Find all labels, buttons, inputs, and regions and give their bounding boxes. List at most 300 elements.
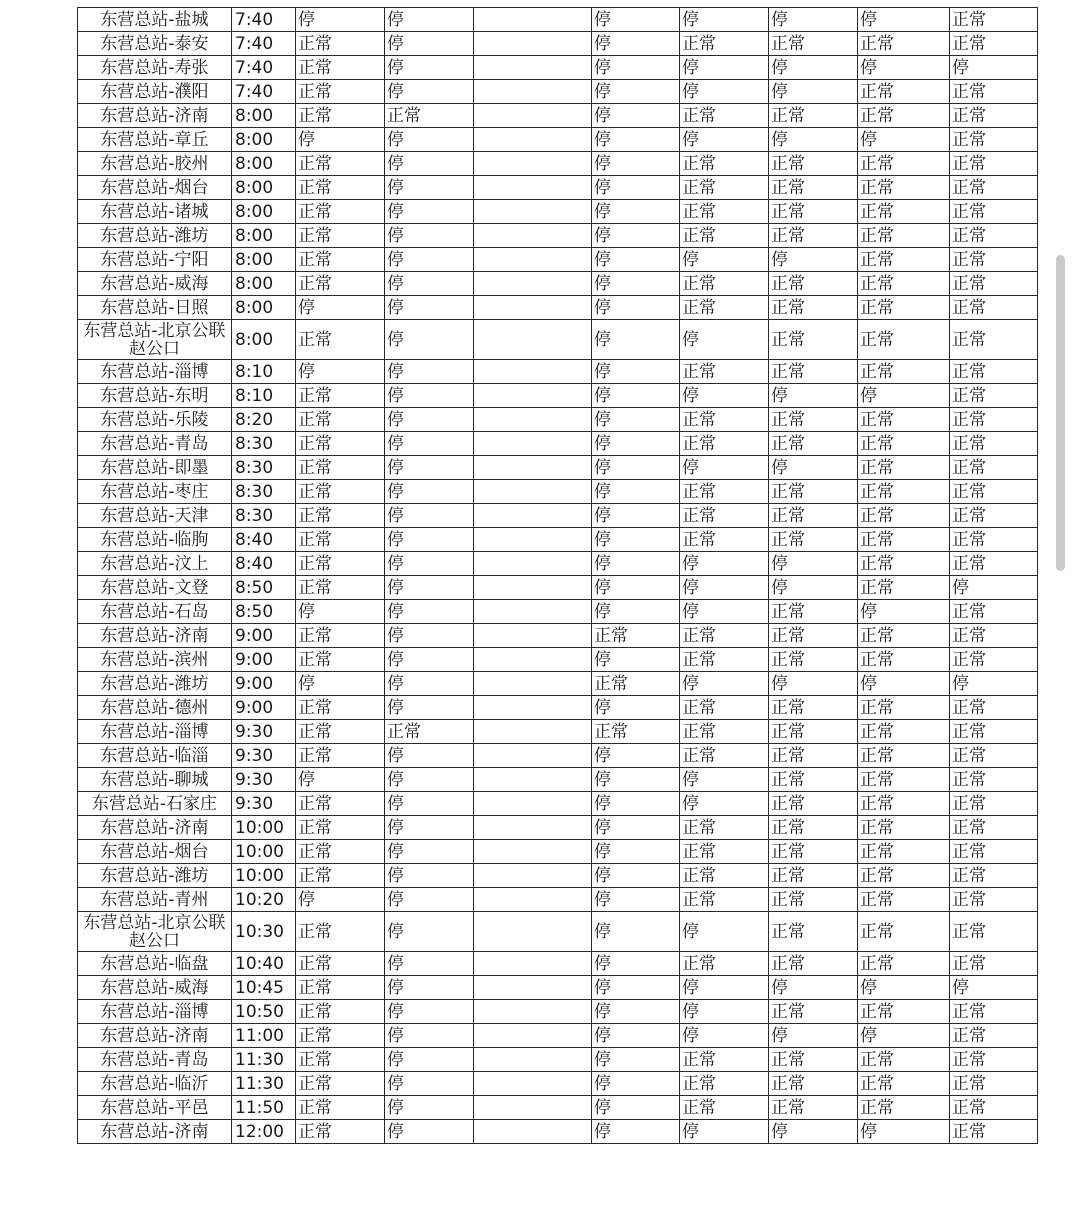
- departure-time-cell: 8:00: [232, 200, 296, 224]
- status-cell-1: 正常: [296, 80, 385, 104]
- status-cell-1: 正常: [296, 1120, 385, 1144]
- status-cell-3: 停: [592, 1024, 680, 1048]
- status-cell-7: 正常: [950, 816, 1038, 840]
- table-row: [78, 128, 1038, 152]
- status-cell-7: 正常: [950, 8, 1038, 32]
- status-cell-6: 正常: [858, 80, 950, 104]
- status-cell-5: 停: [769, 80, 858, 104]
- departure-time-cell: 10:30: [232, 912, 296, 952]
- status-cell-2: 停: [385, 128, 474, 152]
- status-cell-4: 停: [680, 80, 769, 104]
- status-cell-6: 停: [858, 56, 950, 80]
- status-cell-5: 正常: [769, 320, 858, 360]
- status-cell-3: 停: [592, 1096, 680, 1120]
- departure-time-cell: 11:50: [232, 1096, 296, 1120]
- status-cell-5: 正常: [769, 1048, 858, 1072]
- status-cell-7: 正常: [950, 296, 1038, 320]
- status-cell-6: 正常: [858, 576, 950, 600]
- status-cell-2: 停: [385, 1000, 474, 1024]
- route-cell: 东营总站-乐陵: [78, 408, 232, 432]
- status-cell-2: 停: [385, 840, 474, 864]
- status-cell-7: 正常: [950, 432, 1038, 456]
- status-cell-6: 正常: [858, 456, 950, 480]
- scrollbar-thumb[interactable]: [1056, 255, 1065, 571]
- status-cell-3: 停: [592, 272, 680, 296]
- status-cell-2: 停: [385, 600, 474, 624]
- status-cell-1: 正常: [296, 32, 385, 56]
- status-cell-5: 正常: [769, 816, 858, 840]
- status-cell-2: 停: [385, 152, 474, 176]
- status-cell-5: 停: [769, 1024, 858, 1048]
- status-cell-2: 停: [385, 864, 474, 888]
- route-cell: 东营总站-烟台: [78, 176, 232, 200]
- status-cell-2: 停: [385, 576, 474, 600]
- status-cell-2: 停: [385, 624, 474, 648]
- status-cell-6: 正常: [858, 432, 950, 456]
- status-cell-3: 停: [592, 576, 680, 600]
- table-row: [78, 104, 1038, 128]
- status-cell-6: 正常: [858, 1000, 950, 1024]
- departure-time-cell: 11:00: [232, 1024, 296, 1048]
- status-cell-5: 正常: [769, 744, 858, 768]
- status-cell-1: 正常: [296, 720, 385, 744]
- blank-cell: [474, 384, 592, 408]
- blank-cell: [474, 952, 592, 976]
- blank-cell: [474, 224, 592, 248]
- route-cell: 东营总站-章丘: [78, 128, 232, 152]
- route-cell: 东营总站-宁阳: [78, 248, 232, 272]
- status-cell-6: 停: [858, 672, 950, 696]
- status-cell-1: 正常: [296, 648, 385, 672]
- status-cell-5: 正常: [769, 224, 858, 248]
- status-cell-4: 正常: [680, 1096, 769, 1120]
- status-cell-2: 停: [385, 384, 474, 408]
- status-cell-5: 正常: [769, 952, 858, 976]
- status-cell-5: 正常: [769, 768, 858, 792]
- status-cell-5: 正常: [769, 864, 858, 888]
- status-cell-3: 停: [592, 816, 680, 840]
- status-cell-7: 正常: [950, 360, 1038, 384]
- departure-time-cell: 8:00: [232, 272, 296, 296]
- status-cell-7: 正常: [950, 1024, 1038, 1048]
- status-cell-2: 停: [385, 56, 474, 80]
- status-cell-5: 停: [769, 456, 858, 480]
- route-cell: 东营总站-淄博: [78, 720, 232, 744]
- status-cell-2: 停: [385, 320, 474, 360]
- status-cell-2: 正常: [385, 720, 474, 744]
- status-cell-1: 正常: [296, 952, 385, 976]
- status-cell-7: 正常: [950, 888, 1038, 912]
- table-row: [78, 408, 1038, 432]
- blank-cell: [474, 888, 592, 912]
- status-cell-3: 停: [592, 480, 680, 504]
- status-cell-2: 停: [385, 296, 474, 320]
- route-cell: 东营总站-济南: [78, 1024, 232, 1048]
- departure-time-cell: 8:00: [232, 104, 296, 128]
- blank-cell: [474, 624, 592, 648]
- status-cell-4: 停: [680, 128, 769, 152]
- route-cell: 东营总站-天津: [78, 504, 232, 528]
- status-cell-3: 停: [592, 888, 680, 912]
- status-cell-3: 正常: [592, 672, 680, 696]
- status-cell-6: 正常: [858, 816, 950, 840]
- blank-cell: [474, 456, 592, 480]
- blank-cell: [474, 792, 592, 816]
- departure-time-cell: 8:10: [232, 360, 296, 384]
- table-row: [78, 552, 1038, 576]
- route-cell: 东营总站-汶上: [78, 552, 232, 576]
- status-cell-6: 正常: [858, 104, 950, 128]
- blank-cell: [474, 720, 592, 744]
- status-cell-2: 停: [385, 1024, 474, 1048]
- status-cell-7: 正常: [950, 744, 1038, 768]
- status-cell-4: 停: [680, 976, 769, 1000]
- status-cell-2: 停: [385, 744, 474, 768]
- status-cell-3: 正常: [592, 720, 680, 744]
- departure-time-cell: 10:00: [232, 864, 296, 888]
- status-cell-7: 正常: [950, 104, 1038, 128]
- route-cell: 东营总站-平邑: [78, 1096, 232, 1120]
- status-cell-2: 停: [385, 1048, 474, 1072]
- status-cell-3: 停: [592, 360, 680, 384]
- blank-cell: [474, 912, 592, 952]
- status-cell-2: 停: [385, 360, 474, 384]
- blank-cell: [474, 504, 592, 528]
- departure-time-cell: 8:00: [232, 128, 296, 152]
- status-cell-7: 正常: [950, 128, 1038, 152]
- status-cell-2: 正常: [385, 104, 474, 128]
- status-cell-1: 正常: [296, 408, 385, 432]
- blank-cell: [474, 1120, 592, 1144]
- status-cell-5: 正常: [769, 720, 858, 744]
- departure-time-cell: 8:30: [232, 480, 296, 504]
- status-cell-6: 正常: [858, 648, 950, 672]
- table-row: [78, 976, 1038, 1000]
- status-cell-3: 停: [592, 248, 680, 272]
- status-cell-5: 停: [769, 8, 858, 32]
- status-cell-6: 正常: [858, 696, 950, 720]
- status-cell-7: 正常: [950, 32, 1038, 56]
- status-cell-7: 正常: [950, 320, 1038, 360]
- status-cell-1: 正常: [296, 1072, 385, 1096]
- status-cell-6: 停: [858, 384, 950, 408]
- departure-time-cell: 10:45: [232, 976, 296, 1000]
- status-cell-3: 停: [592, 456, 680, 480]
- departure-time-cell: 9:30: [232, 720, 296, 744]
- status-cell-7: 正常: [950, 768, 1038, 792]
- status-cell-7: 正常: [950, 864, 1038, 888]
- status-cell-3: 停: [592, 912, 680, 952]
- route-cell: 东营总站-盐城: [78, 8, 232, 32]
- blank-cell: [474, 696, 592, 720]
- departure-time-cell: 10:40: [232, 952, 296, 976]
- status-cell-2: 停: [385, 408, 474, 432]
- table-row: [78, 648, 1038, 672]
- table-row: [78, 504, 1038, 528]
- status-cell-1: 正常: [296, 816, 385, 840]
- status-cell-4: 停: [680, 456, 769, 480]
- status-cell-4: 正常: [680, 648, 769, 672]
- table-row: [78, 1000, 1038, 1024]
- blank-cell: [474, 648, 592, 672]
- blank-cell: [474, 1048, 592, 1072]
- departure-time-cell: 11:30: [232, 1072, 296, 1096]
- blank-cell: [474, 480, 592, 504]
- status-cell-1: 正常: [296, 248, 385, 272]
- status-cell-4: 正常: [680, 1048, 769, 1072]
- status-cell-4: 正常: [680, 104, 769, 128]
- status-cell-3: 停: [592, 200, 680, 224]
- status-cell-4: 正常: [680, 432, 769, 456]
- departure-time-cell: 7:40: [232, 8, 296, 32]
- status-cell-6: 正常: [858, 840, 950, 864]
- status-cell-3: 停: [592, 56, 680, 80]
- status-cell-5: 正常: [769, 200, 858, 224]
- status-cell-7: 停: [950, 672, 1038, 696]
- blank-cell: [474, 296, 592, 320]
- status-cell-1: 正常: [296, 200, 385, 224]
- route-cell: 东营总站-淄博: [78, 360, 232, 384]
- blank-cell: [474, 56, 592, 80]
- status-cell-1: 正常: [296, 480, 385, 504]
- status-cell-4: 停: [680, 912, 769, 952]
- blank-cell: [474, 176, 592, 200]
- status-cell-2: 停: [385, 1120, 474, 1144]
- departure-time-cell: 8:30: [232, 456, 296, 480]
- status-cell-3: 停: [592, 952, 680, 976]
- status-cell-2: 停: [385, 224, 474, 248]
- route-cell: 东营总站-临朐: [78, 528, 232, 552]
- table-row: [78, 816, 1038, 840]
- status-cell-4: 正常: [680, 624, 769, 648]
- status-cell-2: 停: [385, 552, 474, 576]
- status-cell-5: 正常: [769, 504, 858, 528]
- table-row: [78, 912, 1038, 952]
- route-cell: 东营总站-文登: [78, 576, 232, 600]
- status-cell-2: 停: [385, 912, 474, 952]
- status-cell-1: 正常: [296, 152, 385, 176]
- status-cell-1: 正常: [296, 384, 385, 408]
- status-cell-3: 停: [592, 864, 680, 888]
- status-cell-4: 正常: [680, 720, 769, 744]
- status-cell-7: 正常: [950, 600, 1038, 624]
- status-cell-2: 停: [385, 272, 474, 296]
- status-cell-7: 正常: [950, 1120, 1038, 1144]
- route-cell: 东营总站-北京公联赵公口: [78, 320, 232, 360]
- status-cell-3: 停: [592, 648, 680, 672]
- blank-cell: [474, 1096, 592, 1120]
- route-cell: 东营总站-德州: [78, 696, 232, 720]
- status-cell-6: 正常: [858, 176, 950, 200]
- status-cell-1: 正常: [296, 1096, 385, 1120]
- departure-time-cell: 9:30: [232, 792, 296, 816]
- status-cell-1: 停: [296, 128, 385, 152]
- status-cell-1: 停: [296, 360, 385, 384]
- status-cell-4: 停: [680, 1120, 769, 1144]
- status-cell-4: 正常: [680, 1072, 769, 1096]
- status-cell-3: 停: [592, 1048, 680, 1072]
- departure-time-cell: 9:30: [232, 744, 296, 768]
- status-cell-2: 停: [385, 888, 474, 912]
- status-cell-2: 停: [385, 32, 474, 56]
- route-cell: 东营总站-潍坊: [78, 224, 232, 248]
- table-row: [78, 1048, 1038, 1072]
- status-cell-7: 正常: [950, 552, 1038, 576]
- blank-cell: [474, 576, 592, 600]
- status-cell-2: 停: [385, 1096, 474, 1120]
- status-cell-3: 停: [592, 176, 680, 200]
- blank-cell: [474, 104, 592, 128]
- status-cell-3: 停: [592, 504, 680, 528]
- status-cell-5: 停: [769, 128, 858, 152]
- status-cell-5: 正常: [769, 1000, 858, 1024]
- blank-cell: [474, 272, 592, 296]
- status-cell-5: 停: [769, 384, 858, 408]
- route-cell: 东营总站-威海: [78, 272, 232, 296]
- status-cell-3: 停: [592, 224, 680, 248]
- status-cell-6: 正常: [858, 1096, 950, 1120]
- status-cell-5: 停: [769, 552, 858, 576]
- status-cell-2: 停: [385, 816, 474, 840]
- route-cell: 东营总站-淄博: [78, 1000, 232, 1024]
- status-cell-4: 正常: [680, 200, 769, 224]
- status-cell-1: 停: [296, 768, 385, 792]
- status-cell-2: 停: [385, 480, 474, 504]
- status-cell-6: 停: [858, 8, 950, 32]
- status-cell-5: 正常: [769, 624, 858, 648]
- status-cell-6: 停: [858, 1120, 950, 1144]
- status-cell-4: 停: [680, 672, 769, 696]
- status-cell-5: 正常: [769, 1072, 858, 1096]
- departure-time-cell: 12:00: [232, 1120, 296, 1144]
- status-cell-6: 停: [858, 1024, 950, 1048]
- status-cell-7: 正常: [950, 80, 1038, 104]
- status-cell-7: 正常: [950, 248, 1038, 272]
- table-row: [78, 32, 1038, 56]
- table-row: [78, 456, 1038, 480]
- table-row: [78, 600, 1038, 624]
- status-cell-3: 停: [592, 1000, 680, 1024]
- status-cell-4: 停: [680, 600, 769, 624]
- status-cell-5: 正常: [769, 296, 858, 320]
- table-row: [78, 200, 1038, 224]
- blank-cell: [474, 744, 592, 768]
- status-cell-5: 停: [769, 576, 858, 600]
- status-cell-7: 正常: [950, 224, 1038, 248]
- status-cell-3: 停: [592, 528, 680, 552]
- table-row: [78, 272, 1038, 296]
- status-cell-7: 停: [950, 576, 1038, 600]
- status-cell-6: 正常: [858, 720, 950, 744]
- status-cell-7: 正常: [950, 1096, 1038, 1120]
- blank-cell: [474, 840, 592, 864]
- status-cell-6: 正常: [858, 152, 950, 176]
- status-cell-1: 停: [296, 672, 385, 696]
- status-cell-1: 正常: [296, 976, 385, 1000]
- departure-time-cell: 7:40: [232, 56, 296, 80]
- route-cell: 东营总站-聊城: [78, 768, 232, 792]
- blank-cell: [474, 432, 592, 456]
- blank-cell: [474, 32, 592, 56]
- route-cell: 东营总站-潍坊: [78, 864, 232, 888]
- route-cell: 东营总站-济南: [78, 1120, 232, 1144]
- route-cell: 东营总站-青州: [78, 888, 232, 912]
- departure-time-cell: 11:30: [232, 1048, 296, 1072]
- blank-cell: [474, 8, 592, 32]
- status-cell-3: 正常: [592, 624, 680, 648]
- blank-cell: [474, 528, 592, 552]
- status-cell-4: 正常: [680, 840, 769, 864]
- status-cell-7: 正常: [950, 624, 1038, 648]
- status-cell-5: 正常: [769, 432, 858, 456]
- status-cell-1: 正常: [296, 528, 385, 552]
- departure-time-cell: 8:00: [232, 248, 296, 272]
- blank-cell: [474, 600, 592, 624]
- status-cell-6: 正常: [858, 224, 950, 248]
- route-cell: 东营总站-枣庄: [78, 480, 232, 504]
- route-cell: 东营总站-青岛: [78, 432, 232, 456]
- blank-cell: [474, 1000, 592, 1024]
- table-row: [78, 744, 1038, 768]
- status-cell-2: 停: [385, 952, 474, 976]
- status-cell-5: 正常: [769, 840, 858, 864]
- status-cell-6: 正常: [858, 744, 950, 768]
- blank-cell: [474, 248, 592, 272]
- route-cell: 东营总站-临淄: [78, 744, 232, 768]
- status-cell-6: 停: [858, 976, 950, 1000]
- status-cell-3: 停: [592, 552, 680, 576]
- status-cell-2: 停: [385, 248, 474, 272]
- status-cell-2: 停: [385, 456, 474, 480]
- blank-cell: [474, 1024, 592, 1048]
- status-cell-7: 正常: [950, 456, 1038, 480]
- status-cell-2: 停: [385, 696, 474, 720]
- route-cell: 东营总站-滨州: [78, 648, 232, 672]
- status-cell-7: 正常: [950, 792, 1038, 816]
- status-cell-5: 正常: [769, 648, 858, 672]
- status-cell-3: 停: [592, 384, 680, 408]
- status-cell-5: 停: [769, 248, 858, 272]
- status-cell-4: 正常: [680, 176, 769, 200]
- departure-time-cell: 8:00: [232, 152, 296, 176]
- status-cell-5: 停: [769, 976, 858, 1000]
- table-row: [78, 176, 1038, 200]
- status-cell-2: 停: [385, 80, 474, 104]
- status-cell-6: 正常: [858, 320, 950, 360]
- status-cell-1: 正常: [296, 224, 385, 248]
- status-cell-1: 正常: [296, 176, 385, 200]
- status-cell-6: 正常: [858, 296, 950, 320]
- route-cell: 东营总站-济南: [78, 624, 232, 648]
- status-cell-1: 正常: [296, 1048, 385, 1072]
- status-cell-6: 正常: [858, 408, 950, 432]
- status-cell-7: 正常: [950, 1072, 1038, 1096]
- status-cell-1: 正常: [296, 840, 385, 864]
- table-row: [78, 56, 1038, 80]
- route-cell: 东营总站-潍坊: [78, 672, 232, 696]
- blank-cell: [474, 976, 592, 1000]
- status-cell-6: 正常: [858, 480, 950, 504]
- table-row: [78, 840, 1038, 864]
- route-cell: 东营总站-东明: [78, 384, 232, 408]
- blank-cell: [474, 152, 592, 176]
- status-cell-5: 正常: [769, 176, 858, 200]
- route-cell: 东营总站-临盘: [78, 952, 232, 976]
- departure-time-cell: 8:40: [232, 528, 296, 552]
- status-cell-6: 正常: [858, 888, 950, 912]
- table-row: [78, 248, 1038, 272]
- status-cell-1: 停: [296, 888, 385, 912]
